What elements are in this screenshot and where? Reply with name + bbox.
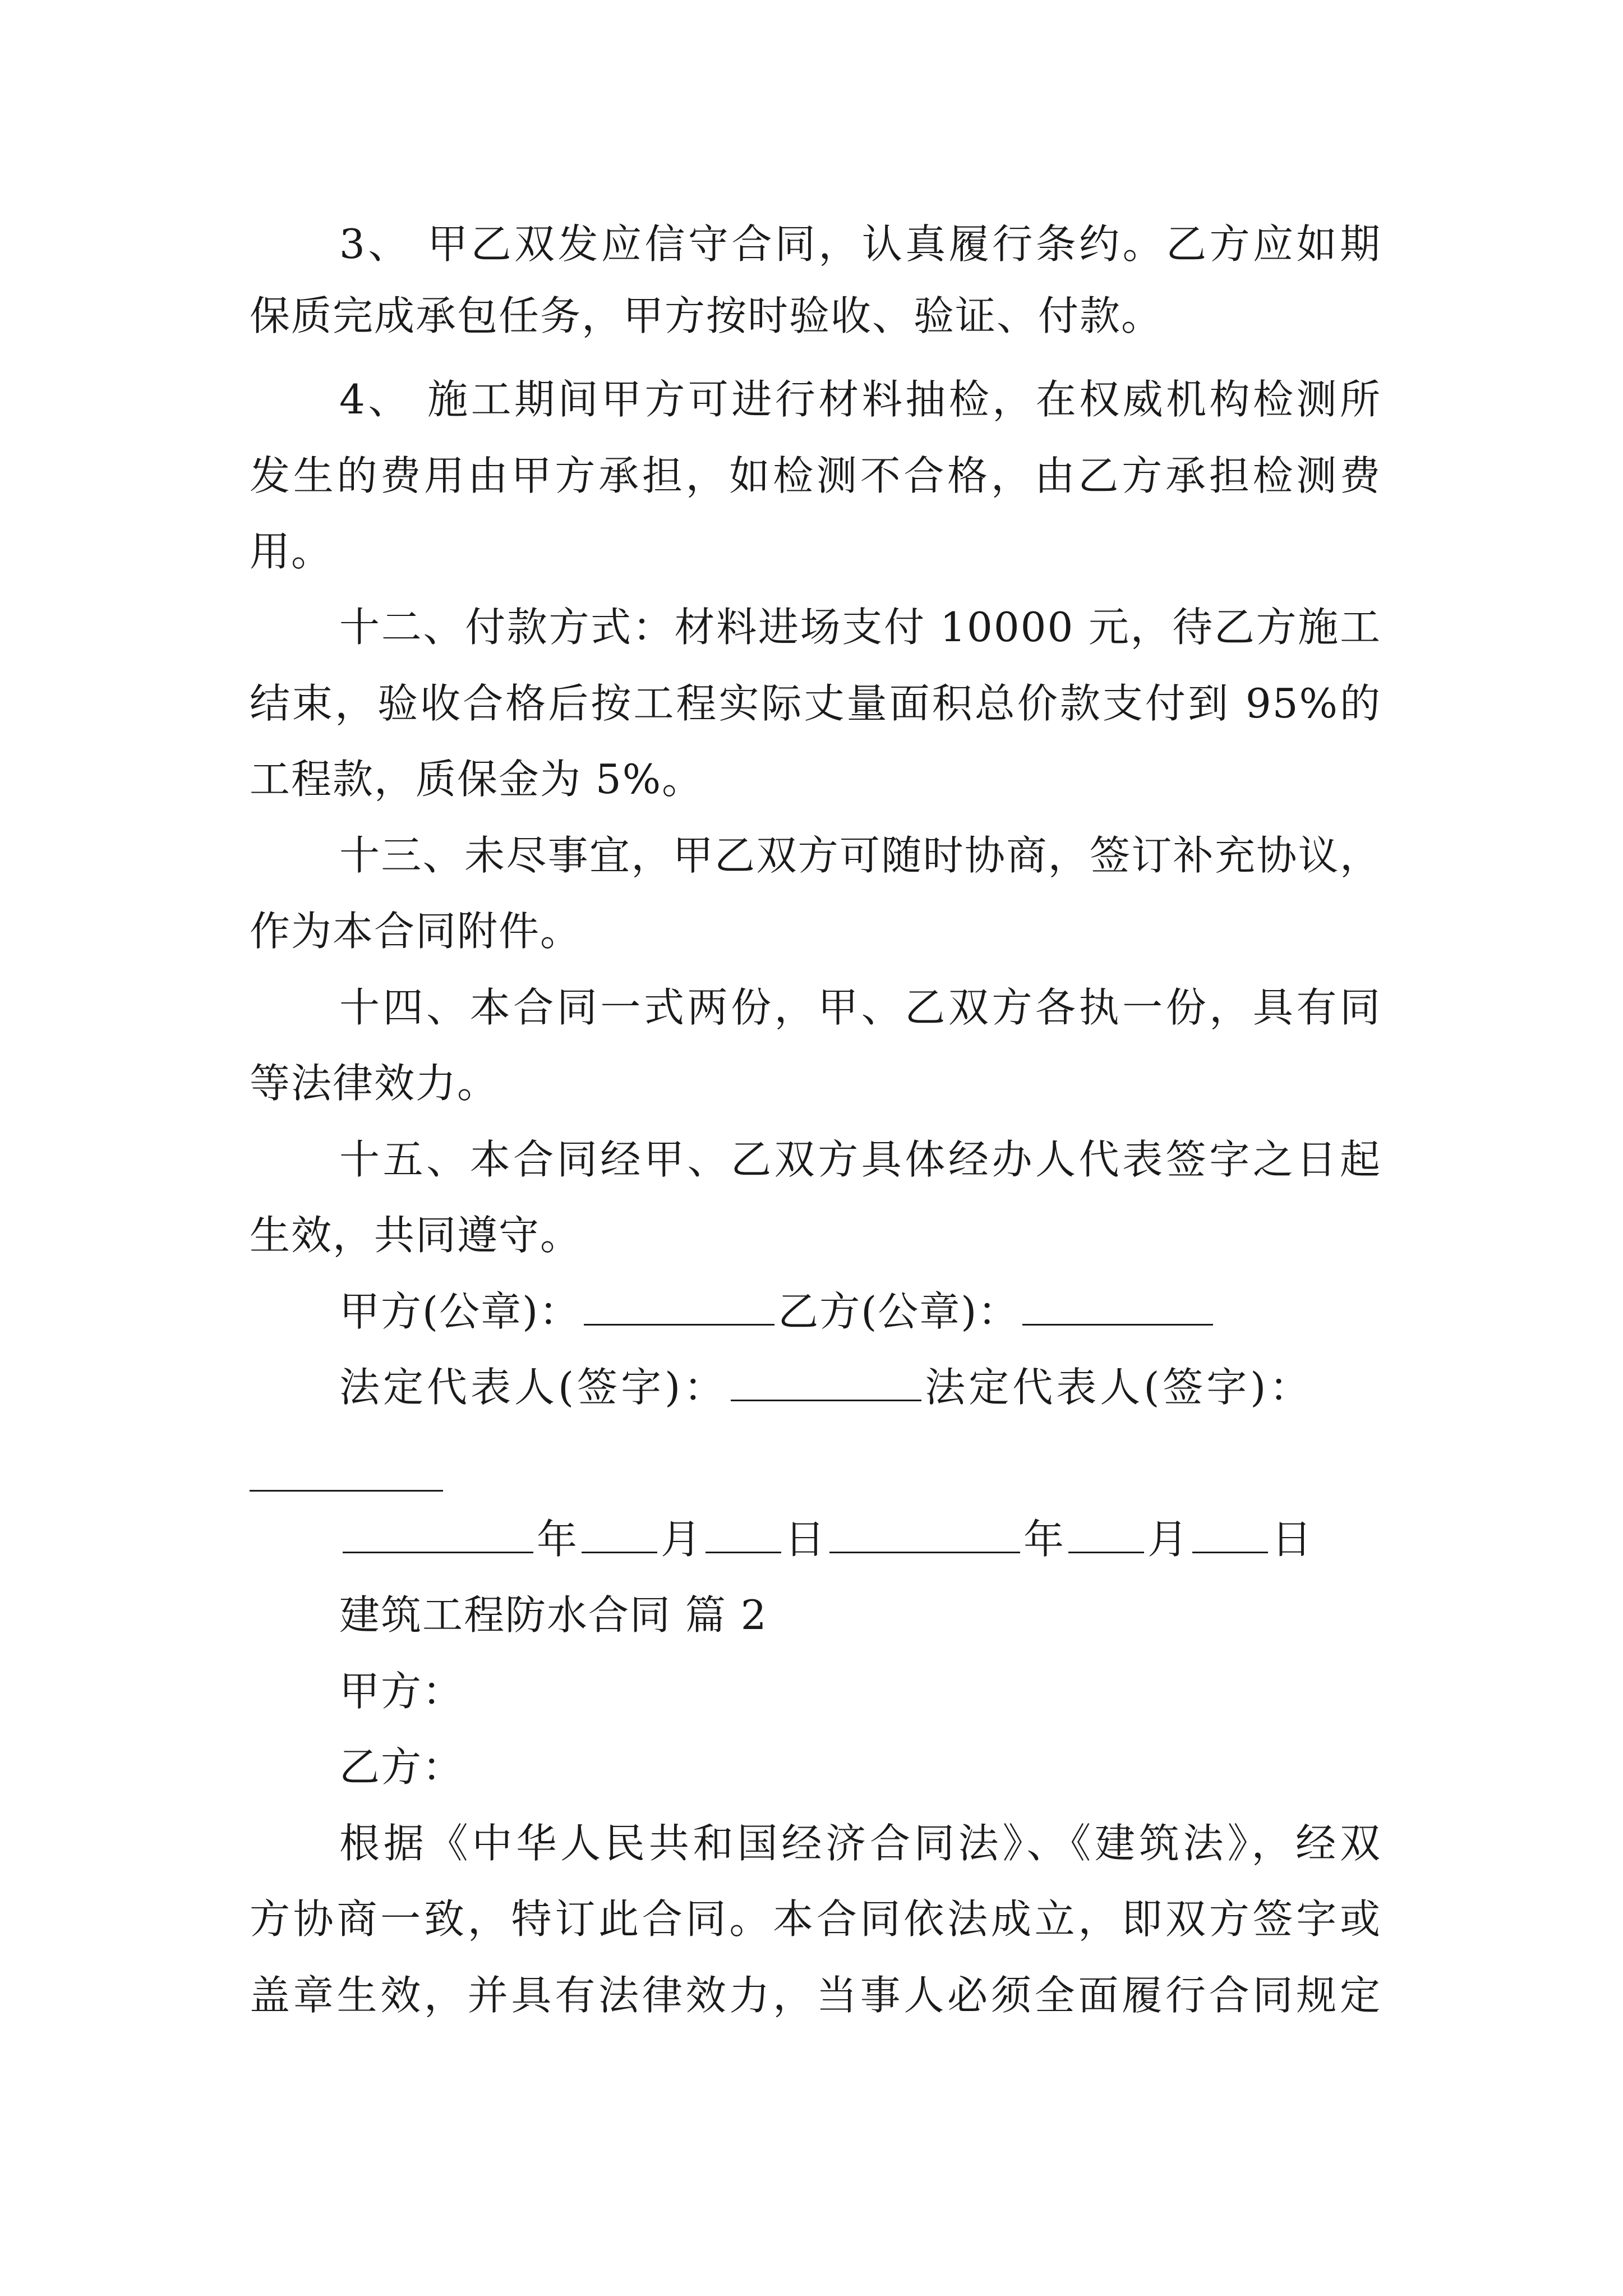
day-a-blank [706,1513,781,1553]
rep-a-blank [731,1361,921,1401]
contract2-intro-line1: 根据《中华人民共和国经济合同法》、《建筑法》，经双 [339,1820,1381,1867]
clause15-line1: 十五、本合同经甲、乙双方具体经办人代表签字之日起 [339,1136,1381,1183]
contract2-intro-line2: 方协商一致，特订此合同。本合同依法成立，即双方签字或 [250,1895,1381,1943]
clause12-line1: 十二、付款方式：材料进场支付 10000 元，待乙方施工 [339,604,1381,651]
para4-line2: 发生的费用由甲方承担，如检测不合格，由乙方承担检测费 [250,452,1381,499]
day-b-blank [1192,1513,1268,1553]
month-a-label: 月 [661,1516,703,1563]
para3-line2: 保质完成承包任务，甲方按时验收、验证、付款。 [250,292,1163,339]
clause12-line3: 工程款，质保金为 5%。 [250,756,704,803]
para4-line3: 用。 [250,528,333,575]
party-b-seal-blank [1022,1286,1213,1326]
party-a-seal-label: 甲方(公章)： [339,1288,581,1335]
year-a-label: 年 [537,1516,579,1563]
year-b-label: 年 [1023,1516,1066,1563]
day-b-label: 日 [1271,1516,1313,1563]
contract2-intro-line3: 盖章生效，并具有法律效力，当事人必须全面履行合同规定 [250,1972,1381,2019]
para3-line1: 3、 甲乙双发应信守合同，认真履行条约。乙方应如期 [339,220,1381,268]
day-a-label: 日 [785,1516,827,1563]
representative-row [339,1359,1623,1415]
month-b-label: 月 [1147,1516,1189,1563]
rep-b-blank [250,1490,443,1492]
rep-b-label: 法定代表人(签字)： [925,1364,1313,1411]
month-b-blank [1068,1513,1144,1553]
party-b-seal-label: 乙方(公章)： [778,1288,1020,1335]
rep-a-label: 法定代表人(签字)： [339,1364,728,1411]
clause13-line2: 作为本合同附件。 [250,908,582,955]
para4-line1: 4、 施工期间甲方可进行材料抽检，在权威机构检测所 [339,376,1381,423]
month-a-blank [582,1513,657,1553]
contract2-party-b: 乙方： [339,1743,464,1791]
clause15-line2: 生效，共同遵守。 [250,1212,582,1259]
clause14-line2: 等法律效力。 [250,1060,499,1107]
party-a-seal-blank [584,1286,774,1326]
clause14-line1: 十四、本合同一式两份，甲、乙双方各执一份，具有同 [339,984,1381,1031]
clause12-line2: 结束，验收合格后按工程实际丈量面积总价款支付到 95%的 [250,680,1381,727]
date-row [339,1511,1623,1567]
contract2-heading: 建筑工程防水合同 篇 2 [339,1591,768,1639]
seal-row [339,1283,1623,1340]
year-a-blank [343,1513,533,1553]
year-b-blank [829,1513,1020,1553]
contract2-party-a: 甲方： [339,1668,464,1715]
clause13-line1: 十三、未尽事宜，甲乙双方可随时协商，签订补充协议， [339,832,1381,879]
